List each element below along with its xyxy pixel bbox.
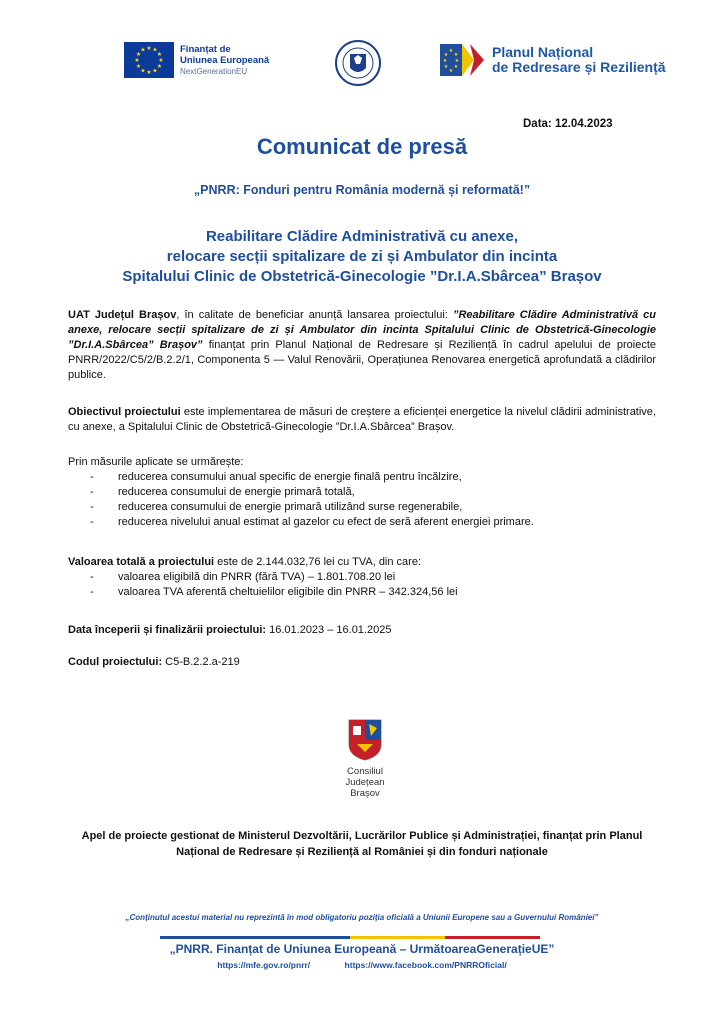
disclaimer: „Conținutul acestui material nu reprezintă în mod obligatoriu poziția oficială a Uniunii Europene sau a Guvernului României”	[125, 913, 599, 922]
eu-logo-line2: Uniunea Europeană	[180, 54, 270, 66]
intro-text: , în calitate de beneficiar anunță lansarea proiectului:	[176, 309, 453, 321]
list-item: - reducerea nivelului anual estimat al gazelor cu efect de seră aferent energiei primare.	[90, 516, 534, 528]
objective-text: este implementarea de măsuri de creștere a eficienței energetice la nivelul clădirii administrative, cu anexe, a Spitalului Clinic de Obstetrică-Ginecologie ”Dr.I.A.Sbârcea” Brașov.	[68, 406, 656, 433]
footer-divider	[160, 936, 540, 939]
objective-label: Obiectivul proiectului	[68, 406, 181, 418]
svg-text:★: ★	[146, 45, 152, 52]
svg-text:★: ★	[156, 51, 163, 58]
footer-links	[0, 960, 724, 970]
svg-text:★: ★	[146, 69, 152, 76]
svg-text:★: ★	[448, 68, 454, 74]
intro-text-2: finanțat prin Planul Național de Redresare și Reziliență în cadrul apelului de proiecte PNRR/2022/C5/2/B.2.2/1, Componenta 5 — Valul Renovării, Operațiunea Renovarea energetică aprofundată a clădirilor publice.	[68, 339, 657, 381]
list-item: - reducerea consumului de energie primară totală,	[90, 486, 355, 498]
code-line	[68, 655, 656, 670]
council-name-line1: Consiliul Județean	[345, 766, 385, 788]
svg-text:★: ★	[156, 63, 163, 70]
pnrr-logo-line1: Planul Național	[492, 44, 594, 60]
page-subtitle: „PNRR: Fonduri pentru România modernă și reformată!”	[193, 183, 531, 197]
svg-text:★: ★	[443, 64, 449, 70]
svg-text:★: ★	[158, 57, 164, 64]
svg-text:★: ★	[134, 57, 140, 64]
list-item: - reducerea consumului anual specific de energie finală pentru încălzire,	[90, 471, 462, 483]
dates-value: 16.01.2023 – 16.01.2025	[266, 624, 392, 636]
value-list	[68, 570, 656, 600]
measures-list	[68, 470, 656, 530]
objective-paragraph	[68, 405, 656, 435]
project-title	[0, 227, 724, 287]
measures-intro: Prin măsurile aplicate se urmărește:	[68, 456, 244, 468]
footer-link-mfe[interactable]: https://mfe.gov.ro/pnrr/	[217, 960, 311, 970]
measures-section	[68, 455, 656, 530]
project-title-line: Reabilitare Clădire Administrativă cu anexe,	[205, 228, 519, 245]
eu-logo-line1: Finanțat de	[180, 43, 231, 55]
dates-line	[68, 623, 656, 638]
list-item: - valoarea TVA aferentă cheltuielilor eligibile din PNRR – 342.324,56 lei	[90, 586, 458, 598]
svg-text:★: ★	[454, 58, 460, 64]
county-council-logo	[330, 718, 400, 799]
list-item: - reducerea consumului de energie primară utilizând surse regenerabile,	[90, 501, 463, 513]
svg-text:★: ★	[453, 52, 459, 58]
dates-label: Data începerii și finalizării proiectului:	[68, 624, 267, 636]
footer-link-facebook[interactable]: https://www.facebook.com/PNRROficial/	[344, 960, 507, 970]
footer-slogan: „PNRR. Finanțat de Uniunea Europeană – UrmătoareaGenerațieUE”	[169, 942, 555, 956]
press-date: Data: 12.04.2023	[523, 118, 613, 130]
beneficiary-name: UAT Județul Brașov	[68, 309, 177, 321]
pnrr-flag-icon	[440, 44, 484, 76]
call-info-line: Național de Redresare și Reziliență al României și din fonduri naționale	[176, 846, 548, 858]
intro-paragraph	[68, 308, 656, 383]
svg-text:★: ★	[135, 63, 142, 70]
svg-text:★: ★	[152, 67, 158, 75]
svg-text:★: ★	[448, 48, 454, 54]
council-name-line2: Brașov	[350, 788, 380, 799]
code-value: C5-B.2.2.a-219	[162, 656, 240, 668]
coat-of-arms-icon	[347, 718, 383, 762]
project-title-line: relocare secții spitalizare de zi și Ambulator din incinta	[166, 248, 558, 265]
government-logo	[335, 38, 381, 88]
value-label: Valoarea totală a proiectului	[68, 556, 215, 568]
eu-logo-line3: NextGenerationEU	[180, 66, 248, 76]
value-section	[68, 555, 656, 600]
svg-text:★: ★	[443, 52, 449, 58]
svg-text:★: ★	[453, 64, 459, 70]
call-info-line: Apel de proiecte gestionat de Ministerul Dezvoltării, Lucrărilor Publice și Administrației, finanțat prin Planul	[81, 830, 643, 842]
svg-text:★: ★	[442, 58, 448, 64]
svg-text:★: ★	[135, 51, 142, 58]
value-text: este de 2.144.032,76 lei cu TVA, din care:	[214, 556, 422, 568]
svg-text:★: ★	[152, 46, 158, 54]
eu-flag-icon	[124, 42, 174, 78]
call-info	[40, 828, 684, 860]
svg-text:★: ★	[140, 67, 146, 75]
pnrr-logo-line2: de Redresare și Reziliență	[492, 59, 666, 75]
svg-text:★: ★	[140, 46, 146, 54]
project-title-line: Spitalului Clinic de Obstetrică-Ginecologie ”Dr.I.A.Sbârcea” Brașov	[122, 268, 602, 285]
code-label: Codul proiectului:	[68, 656, 163, 668]
list-item: - valoarea eligibilă din PNRR (fără TVA) – 1.801.708.20 lei	[90, 571, 396, 583]
project-name-italic: ”Reabilitare Clădire Administrativă cu anexe, relocare secții spitalizare de zi și Ambulator din incinta Spitalului Clinic de Obstetrică-Ginecologie ”Dr.I.A.Sbârcea” Brașov”	[68, 309, 657, 351]
page-title: Comunicat de presă	[256, 134, 468, 159]
pnrr-logo	[440, 44, 666, 76]
eu-funding-logo	[124, 42, 269, 78]
